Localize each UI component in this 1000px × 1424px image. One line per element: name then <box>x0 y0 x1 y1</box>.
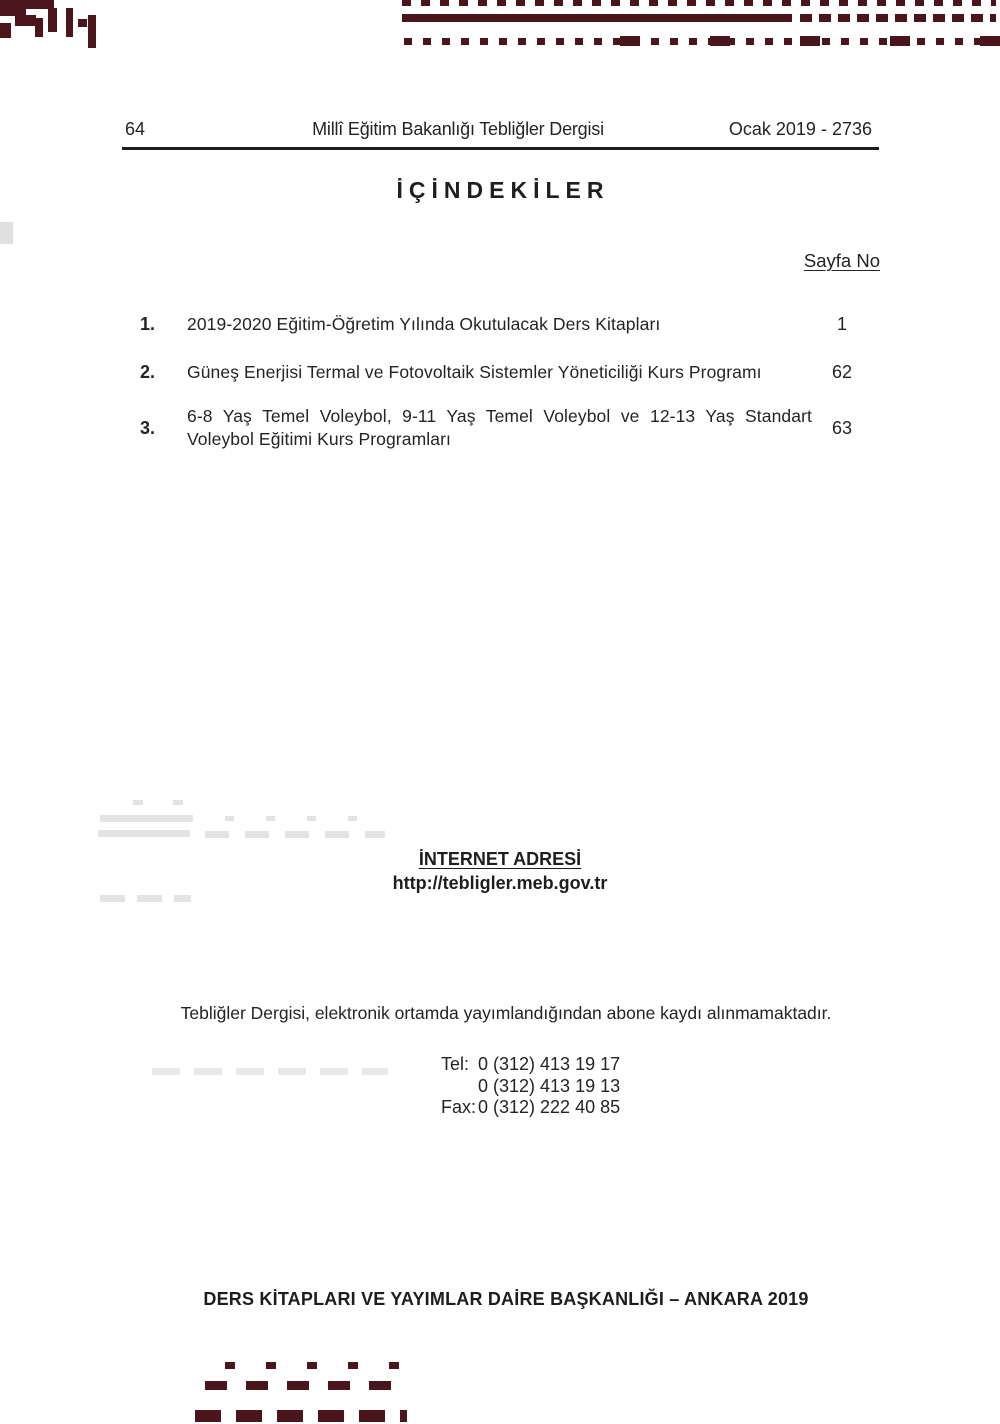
scan-dash-row <box>620 36 1000 46</box>
scan-dash-row <box>402 0 996 6</box>
fax-label: Fax: <box>441 1097 477 1117</box>
scan-bar <box>402 14 792 22</box>
scan-mark <box>0 222 13 244</box>
contact-row <box>441 1097 620 1119</box>
scan-blob <box>88 15 96 48</box>
fax-number: 0 (312) 222 40 85 <box>478 1097 621 1117</box>
tel-number-2: 0 (312) 413 19 13 <box>478 1075 621 1096</box>
tel-label-spacer <box>441 1076 478 1098</box>
toc-item-number: 3. <box>140 417 156 438</box>
toc-item-page: 63 <box>831 417 853 438</box>
scan-blob <box>66 8 73 37</box>
scan-ghost-row <box>100 815 193 822</box>
scan-ghost-row <box>133 800 189 805</box>
internet-address-url: http://tebligler.meb.gov.tr <box>392 873 608 893</box>
header-page-number: 64 <box>125 119 146 139</box>
header-journal-title: Millî Eğitim Bakanlığı Tebliğler Dergisi <box>312 119 604 139</box>
header-issue: Ocak 2019 - 2736 <box>728 119 872 139</box>
toc-item-title: Güneş Enerjisi Termal ve Fotovoltaik Sistemler Yöneticiliği Kurs Programı <box>187 362 762 382</box>
scan-dash-row <box>195 1410 407 1422</box>
toc-item-number: 1. <box>140 314 156 334</box>
scan-blob <box>48 8 57 32</box>
tel-label: Tel: <box>441 1054 470 1074</box>
toc-item-title: 2019-2020 Eğitim-Öğretim Yılında Okutulacak Ders Kitapları <box>187 314 661 334</box>
contact-row <box>441 1076 620 1098</box>
toc-item <box>140 405 872 451</box>
scan-blob <box>78 19 87 27</box>
toc-item-title: 6-8 Yaş Temel Voleybol, 9-11 Yaş Temel Voleybol ve 12-13 Yaş Standart Voleybol Eğitimi Kurs Programları <box>187 406 812 449</box>
toc-item <box>140 361 872 384</box>
scan-blob <box>15 15 36 26</box>
scan-ghost-row <box>100 895 191 902</box>
scan-dash-row <box>800 14 996 22</box>
tel-number-1: 0 (312) 413 19 17 <box>478 1054 621 1074</box>
page-no-column-header: Sayfa No <box>803 250 880 271</box>
publisher-imprint: DERS KİTAPLARI VE YAYIMLAR DAİRE BAŞKANLIĞI – ANKARA 2019 <box>203 1289 809 1309</box>
scan-ghost-row <box>98 830 190 837</box>
contact-block <box>441 1054 620 1119</box>
toc-item-page: 62 <box>831 362 853 382</box>
scan-ghost-row <box>225 816 361 821</box>
contact-row <box>441 1054 620 1076</box>
internet-address-heading: İNTERNET ADRESİ <box>418 849 582 869</box>
scan-ghost-row <box>205 831 385 838</box>
toc-item-page: 1 <box>836 314 847 334</box>
scan-blob <box>35 18 43 37</box>
scan-blob <box>0 23 11 38</box>
scan-ghost-row <box>152 1068 388 1075</box>
subscription-note: Tebliğler Dergisi, elektronik ortamda yayımlandığından abone kaydı alınmamaktadır. <box>180 1003 832 1023</box>
header-rule <box>122 147 879 150</box>
scan-dash-row <box>205 1381 400 1390</box>
scan-dash-row <box>225 1362 405 1369</box>
toc-item-number: 2. <box>140 362 156 382</box>
toc-item <box>140 313 872 336</box>
contents-title: İÇİNDEKİLER <box>396 177 610 203</box>
